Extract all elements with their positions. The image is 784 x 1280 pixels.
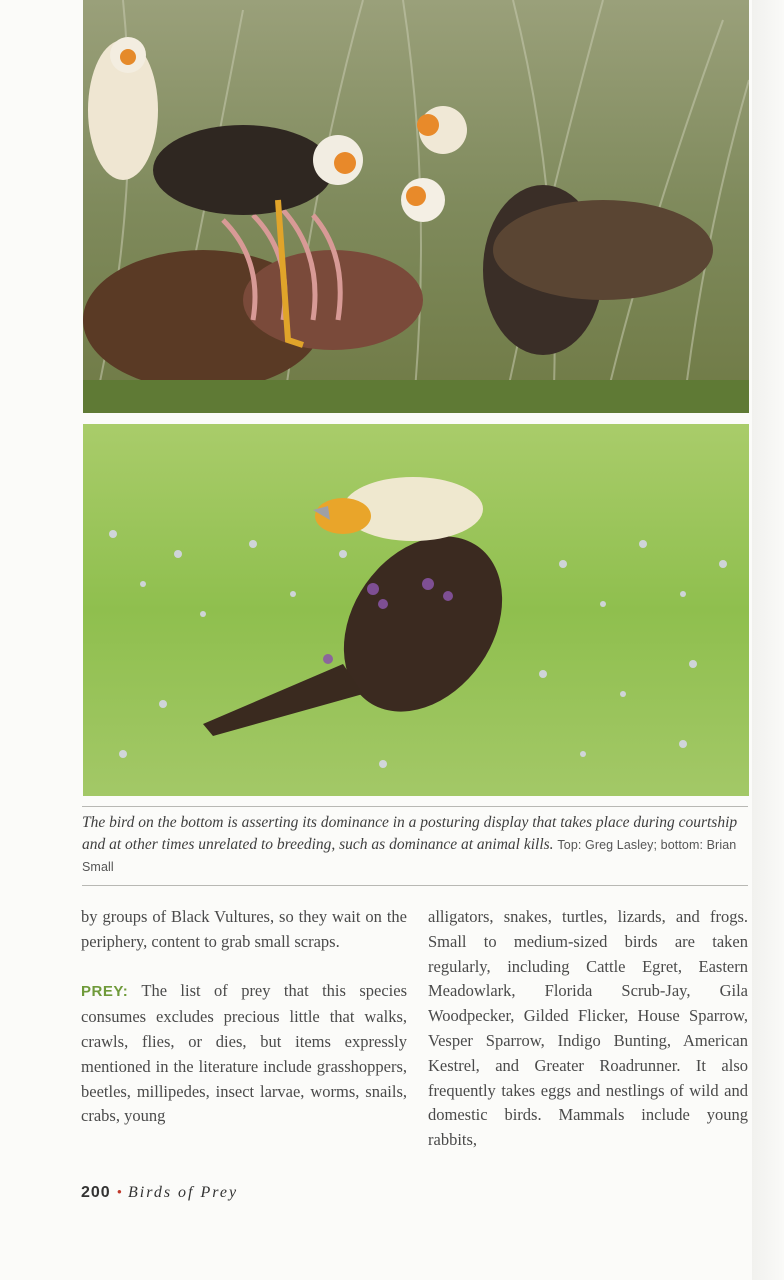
body-column-left [81,905,407,1129]
body-paragraph: by groups of Black Vultures, so they wait on the periphery, content to grab small scraps. [81,907,407,951]
caption-rule-top [82,806,748,807]
caption-rule-bottom [82,885,748,886]
footer-separator: • [116,1185,122,1201]
caption-text: The bird on the bottom is asserting its dominance in a posturing display that takes place during courtship and at other times unrelated to breeding, such as dominance at animal kills. [82,814,738,853]
book-title: Birds of Prey [127,1184,239,1201]
page-edge [752,0,784,1280]
prey-paragraph [81,979,407,1129]
page-number: 200 [81,1184,111,1201]
body-column-right [428,905,748,1153]
photo-caracaras-at-carcass [83,0,749,413]
photo-caption [82,812,748,879]
prey-label: PREY: [81,983,129,1001]
prey-text: The list of prey that this species consumes excludes precious little that walks, crawls, flies, or dies, but items expressly mentioned in the literature include grasshoppers, beetles, millipedes, insect larvae, worms, snails, crabs, young [81,981,407,1126]
photo-caracara-dominance-display [83,424,749,796]
photo-credit: Top: Greg Lasley; bottom: Brian Small [82,837,737,874]
body-paragraph: alligators, snakes, turtles, lizards, and frogs. Small to medium-sized birds are taken regularly, including Cattle Egret, Eastern Meadowlark, Florida Scrub-Jay, Gila Woodpecker, Gilded Flicker, House Sparrow, Vesper Sparrow, Indigo Bunting, American Kestrel, and Greater Roadrunner. It also frequently takes eggs and nestlings of wild and domestic birds. Mammals include young rabbits, [428,907,748,1150]
page-footer [81,1184,238,1208]
